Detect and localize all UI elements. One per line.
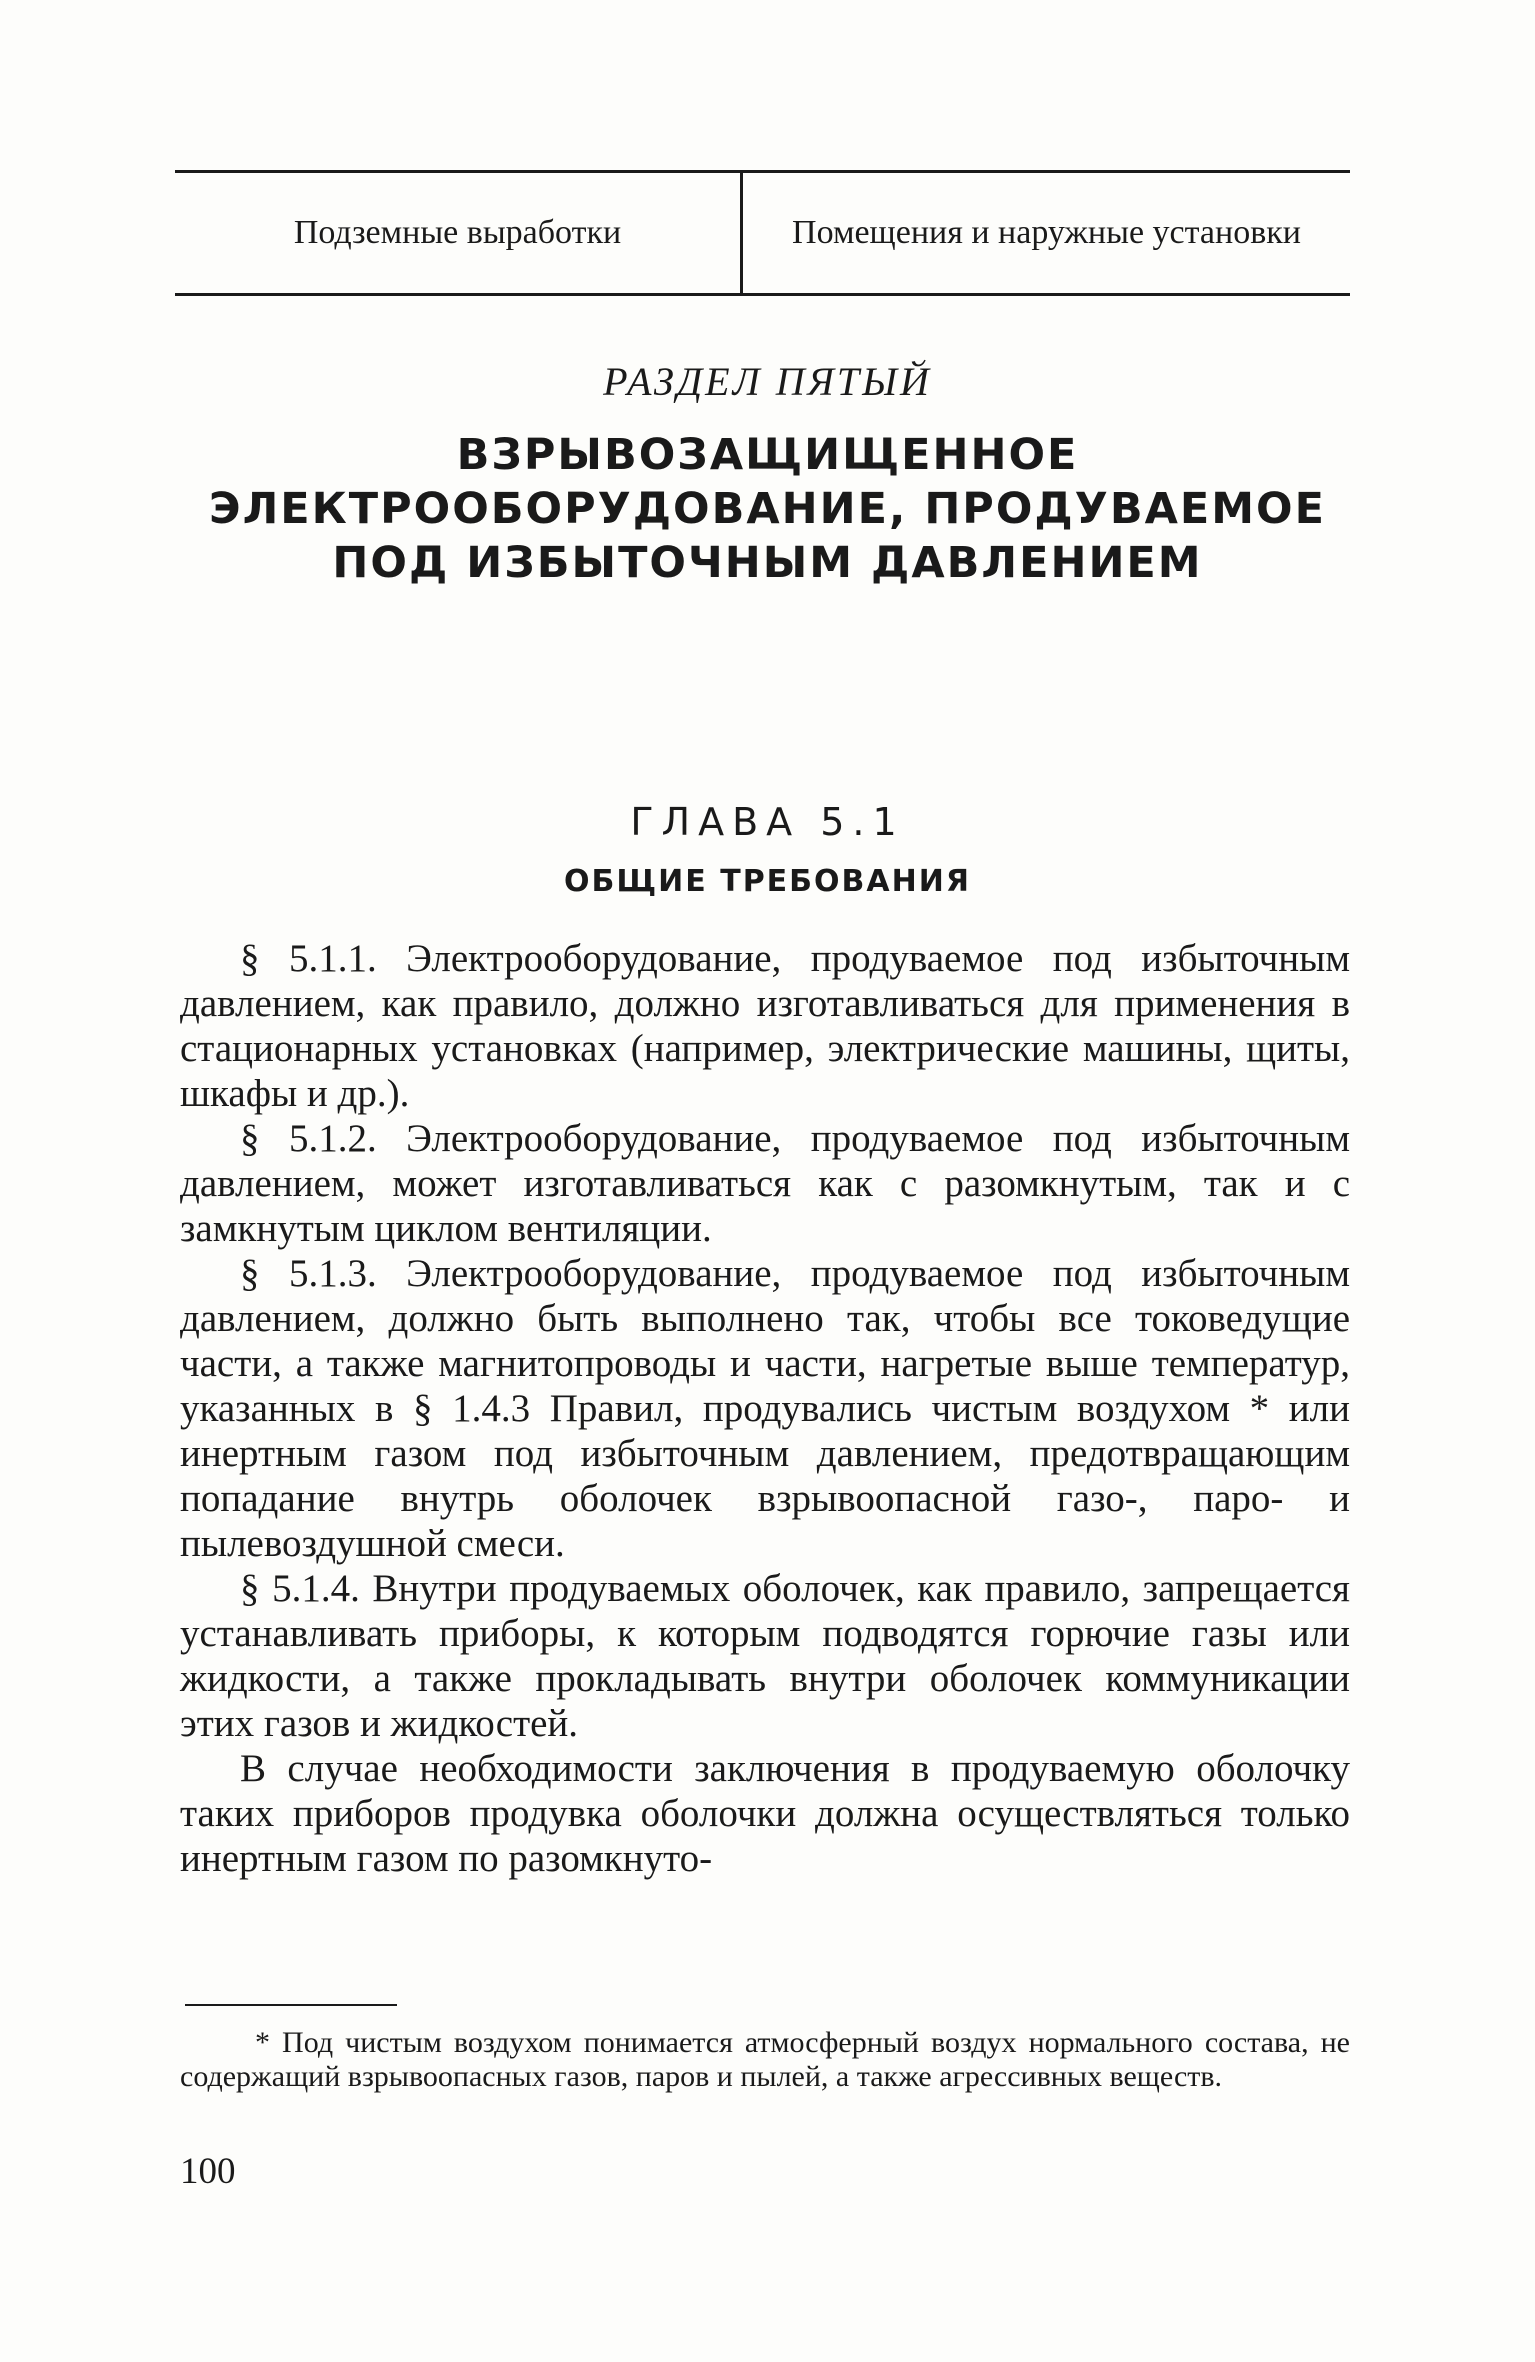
section-title-line: ЭЛЕКТРООБОРУДОВАНИЕ, ПРОДУВАЕМОЕ xyxy=(209,484,1326,534)
paragraph: § 5.1.2. Электрооборудование, продуваемое под избыточным давлением, может изготавливаться как с разомкнутым, так и с замкнутым циклом вентиляции. xyxy=(180,1117,1350,1250)
footnote-divider xyxy=(185,2004,397,2006)
paragraph: В случае необходимости заключения в продуваемую оболочку таких приборов продувка оболочки должна осуществляться только инертным газом по разомкнуто- xyxy=(180,1747,1350,1880)
running-header xyxy=(175,170,1350,296)
section-title xyxy=(0,428,1535,590)
section-title-line: ПОД ИЗБЫТОЧНЫМ ДАВЛЕНИЕМ xyxy=(332,538,1203,588)
chapter-title: ОБЩИЕ ТРЕБОВАНИЯ xyxy=(564,864,971,899)
header-left-cell: Подземные выработки xyxy=(293,214,622,251)
paragraph: § 5.1.3. Электрооборудование, продуваемое под избыточным давлением, должно быть выполнено так, чтобы все токоведущие части, а также магнитопроводы и части, нагретые выше температур, указанных в § 1.4.3 Правил, продувались чистым воздухом * или инертным газом под избыточным давлением, предотвращающим попадание внутрь оболочек взрывоопасной газо-, паро- и пылевоздушной смеси. xyxy=(180,1252,1350,1565)
header-right-cell: Помещения и наружные установки xyxy=(792,214,1301,251)
footnote xyxy=(180,2026,1350,2094)
paragraph: § 5.1.1. Электрооборудование, продуваемое под избыточным давлением, как правило, должно изготавливаться для применения в стационарных установках (например, электрические машины, щиты, шкафы и др.). xyxy=(180,937,1350,1115)
page-number: 100 xyxy=(180,2151,236,2192)
paragraph: § 5.1.4. Внутри продуваемых оболочек, как правило, запрещается устанавливать приборы, к которым подводятся горючие газы или жидкости, а также прокладывать внутри оболочек коммуникации этих газов и жидкостей. xyxy=(180,1567,1350,1745)
section-title-line: ВЗРЫВОЗАЩИЩЕННОЕ xyxy=(456,430,1079,480)
chapter-label: ГЛАВА 5.1 xyxy=(630,800,905,844)
body-text xyxy=(180,936,1350,1881)
footnote-text: * Под чистым воздухом понимается атмосферный воздух нормального состава, не содержащий взрывоопасных газов, паров и пылей, а также агрессивных веществ. xyxy=(180,2026,1350,2093)
section-label: РАЗДЕЛ ПЯТЫЙ xyxy=(603,359,932,404)
